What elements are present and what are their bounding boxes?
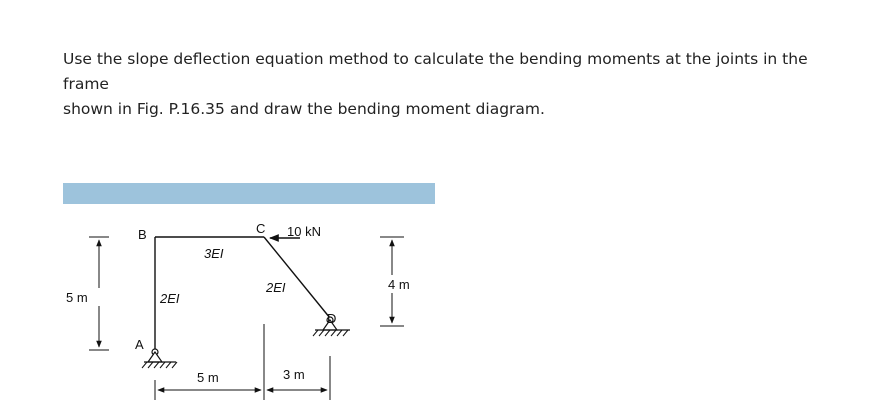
member-bc-label: 3EI bbox=[204, 246, 224, 261]
dim-span-bc-label: 5 m bbox=[197, 370, 219, 385]
member-ab-label: 2EI bbox=[160, 291, 180, 306]
pin-support-a bbox=[142, 349, 177, 368]
joint-a-label: A bbox=[135, 337, 144, 352]
joint-c-label: C bbox=[256, 221, 266, 236]
dimension-bottom bbox=[155, 324, 330, 400]
dim-right-height-label: 4 m bbox=[388, 277, 410, 292]
dim-left-height-label: 5 m bbox=[66, 290, 88, 305]
member-cd bbox=[264, 237, 330, 318]
dim-span-cd-label: 3 m bbox=[283, 367, 305, 382]
load-label: 10 kN bbox=[287, 224, 321, 239]
member-cd-label: 2EI bbox=[266, 280, 286, 295]
question-line-2: shown in Fig. P.16.35 and draw the bending moment diagram. bbox=[63, 100, 545, 118]
joint-b-label: B bbox=[138, 227, 147, 242]
question-line-1: Use the slope deflection equation method to calculate the bending moments at the joints in the frame bbox=[63, 50, 808, 93]
joint-d-label: D bbox=[327, 311, 337, 326]
